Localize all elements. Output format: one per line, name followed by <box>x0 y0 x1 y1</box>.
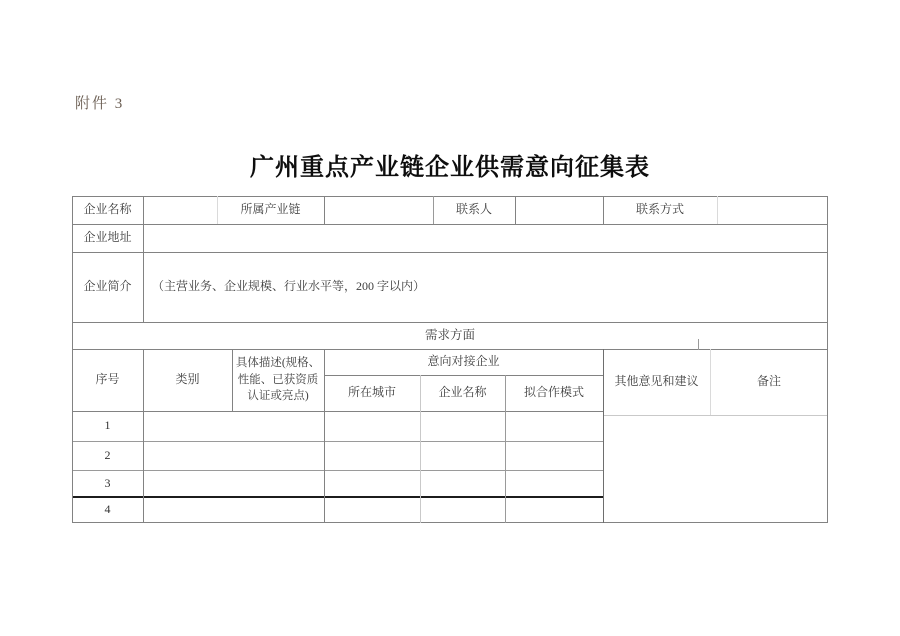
industry-chain-value-cell <box>324 196 433 224</box>
row3-city-cell <box>324 470 420 497</box>
row-number: 1 <box>104 418 111 433</box>
description-column-header: 具体描述(规格、性能、已获资质认证或亮点) <box>235 356 321 403</box>
company-address-value-cell <box>143 224 827 252</box>
row2-mode-cell <box>505 441 603 470</box>
row-number: 2 <box>104 447 111 462</box>
other-suggestions-remarks-area <box>603 415 827 522</box>
remarks-header: 备注 <box>756 374 781 389</box>
row1-city-cell <box>324 411 420 441</box>
row1-company-cell <box>420 411 505 441</box>
row1-mode-cell <box>505 411 603 441</box>
row3-category-description-cell <box>143 470 324 497</box>
row4-city-cell <box>324 497 420 522</box>
company-name-label: 企业名称 <box>83 202 132 217</box>
partner-city-header: 所在城市 <box>347 385 396 400</box>
partner-company-header: 企业名称 <box>438 385 487 400</box>
contact-info-label: 联系方式 <box>635 202 684 217</box>
row4-category-description-cell <box>143 497 324 522</box>
seq-column-header: 序号 <box>95 372 120 387</box>
row4-company-cell <box>420 497 505 522</box>
row1-category-description-cell <box>143 411 324 441</box>
row-number: 3 <box>104 475 111 490</box>
attachment-label: 附件 3 <box>75 96 125 112</box>
company-profile-hint: （主营业务、企业规模、行业水平等，200 字以内） <box>152 279 426 294</box>
page-title: 广州重点产业链企业供需意向征集表 <box>250 155 650 181</box>
contact-person-label: 联系人 <box>455 202 492 217</box>
row2-company-cell <box>420 441 505 470</box>
company-profile-label: 企业简介 <box>83 279 132 294</box>
industry-chain-label: 所属产业链 <box>240 202 301 217</box>
company-address-label: 企业地址 <box>83 230 132 245</box>
contact-person-value-cell <box>515 196 603 224</box>
table-border-line <box>72 522 828 523</box>
company-name-value-cell <box>143 196 217 224</box>
cooperation-mode-header: 拟合作模式 <box>523 385 584 400</box>
partner-group-header: 意向对接企业 <box>427 354 500 369</box>
row2-category-description-cell <box>143 441 324 470</box>
other-suggestions-header: 其他意见和建议 <box>614 374 699 389</box>
row4-mode-cell <box>505 497 603 522</box>
row3-company-cell <box>420 470 505 497</box>
category-column-header: 类别 <box>175 372 200 387</box>
row2-city-cell <box>324 441 420 470</box>
row-number: 4 <box>104 501 111 516</box>
demand-section-label: 需求方面 <box>424 328 475 343</box>
row3-mode-cell <box>505 470 603 497</box>
contact-info-value-cell <box>717 196 827 224</box>
